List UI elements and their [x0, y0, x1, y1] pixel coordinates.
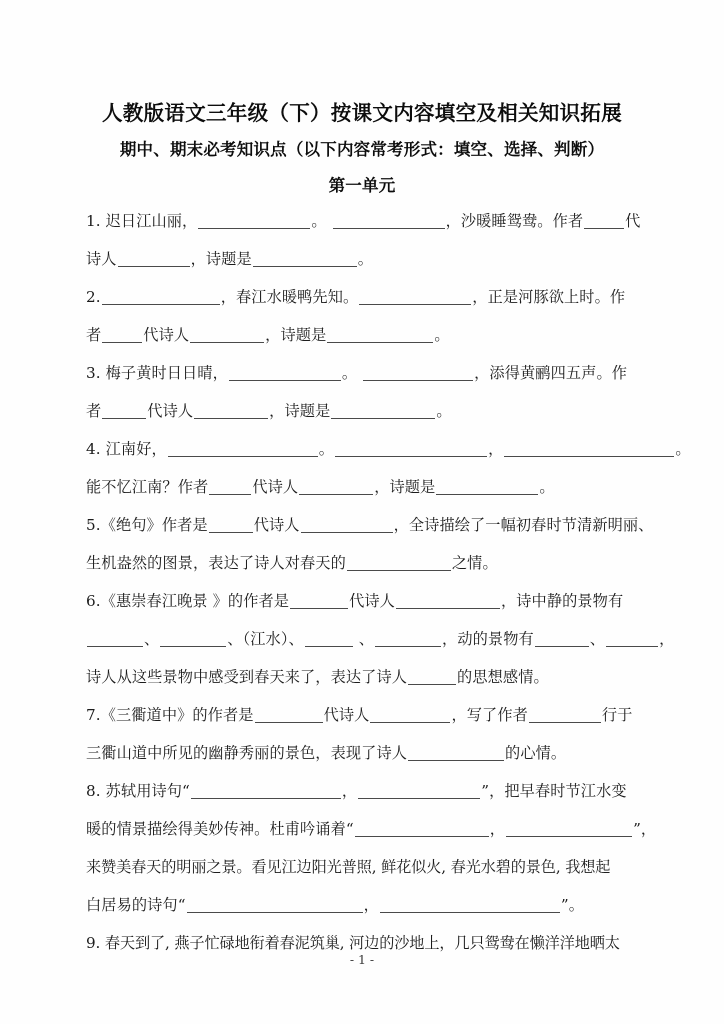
fill-in-blank[interactable] — [160, 630, 226, 647]
text-run: 诗人从这些景物中感受到春天来了，表达了诗人 — [86, 668, 408, 686]
fill-in-blank[interactable] — [375, 630, 441, 647]
fill-in-blank[interactable] — [363, 364, 473, 381]
question-line — [86, 430, 691, 468]
fill-in-blank[interactable] — [190, 326, 264, 343]
text-run: 、 — [589, 630, 606, 648]
text-run: ，全诗描绘了一幅初春时节清新明丽、 — [393, 516, 654, 534]
text-run: 。 — [434, 326, 450, 344]
question-line — [86, 582, 658, 620]
fill-in-blank[interactable] — [506, 820, 632, 837]
text-run: 三衢山道中所见的幽静秀丽的景色，表现了诗人 — [86, 744, 408, 762]
text-run: 代诗人 — [349, 592, 395, 610]
question-line — [86, 544, 658, 582]
question-line — [86, 734, 658, 772]
text-run: 能不忆江南？作者 — [86, 478, 209, 496]
text-run: 来赞美春天的明丽之景。看见江边阳光普照, 鲜花似火, 春光水碧的景色, 我想起 — [86, 858, 611, 876]
fill-in-blank[interactable] — [370, 706, 450, 723]
document-subtitle: 期中、期末必考知识点（以下内容常考形式：填空、选择、判断） — [119, 140, 605, 159]
text-run: ，添得黄鹂四五声。作 — [474, 364, 628, 382]
question-line — [86, 316, 658, 354]
text-run: 代诗人 — [147, 402, 194, 420]
text-run: ，写了作者 — [451, 706, 528, 724]
question-line — [86, 468, 658, 506]
fill-in-blank[interactable] — [396, 592, 500, 609]
question-line — [86, 620, 675, 658]
text-run: ，诗题是 — [190, 250, 252, 268]
text-run: 的心情。 — [505, 744, 567, 762]
text-run: 者 — [86, 326, 102, 344]
question-line — [86, 392, 658, 430]
text-run: ”，把早春时节江水变 — [481, 782, 627, 800]
fill-in-blank[interactable] — [255, 706, 323, 723]
fill-in-blank[interactable] — [358, 782, 480, 799]
text-run: 者 — [86, 402, 102, 420]
question-line — [86, 772, 658, 810]
text-run: 代 — [625, 212, 641, 230]
text-run: 6.《惠崇春江晚景 》的作者是 — [86, 592, 290, 610]
fill-in-blank[interactable] — [359, 288, 471, 305]
fill-in-blank[interactable] — [209, 516, 253, 533]
unit-heading: 第一单元 — [328, 176, 396, 195]
fill-in-blank[interactable] — [118, 250, 190, 267]
fill-in-blank[interactable] — [168, 440, 318, 457]
question-line — [86, 278, 658, 316]
question-line — [86, 848, 658, 886]
text-run: 。 — [675, 440, 691, 458]
text-run: 暖的情景描绘得美妙传神。杜甫吟诵着“ — [86, 820, 354, 838]
text-run: ，正是河豚欲上时。作 — [472, 288, 626, 306]
fill-in-blank[interactable] — [584, 212, 624, 229]
text-run: 。 — [539, 478, 555, 496]
text-run: 生机盎然的图景，表达了诗人对春天的 — [86, 554, 346, 572]
fill-in-blank[interactable] — [333, 212, 445, 229]
text-run: 3. 梅子黄时日日晴， — [86, 364, 228, 382]
question-line — [86, 202, 658, 240]
text-run: 8. 苏轼用诗句“ — [86, 782, 190, 800]
text-run: ， — [488, 440, 504, 458]
fill-in-blank[interactable] — [194, 402, 268, 419]
fill-in-blank[interactable] — [209, 478, 251, 495]
fill-in-blank[interactable] — [102, 402, 146, 419]
text-run: ”。 — [560, 896, 585, 914]
fill-in-blank[interactable] — [87, 630, 143, 647]
fill-in-blank[interactable] — [408, 744, 504, 761]
text-run: ， — [659, 630, 675, 648]
text-run: ，诗中静的景物有 — [500, 592, 624, 610]
question-line — [86, 658, 658, 696]
fill-in-blank[interactable] — [436, 478, 538, 495]
text-run: ，诗题是 — [265, 326, 327, 344]
fill-in-blank[interactable] — [299, 478, 373, 495]
fill-in-blank[interactable] — [198, 212, 310, 229]
text-run: 代诗人 — [252, 478, 299, 496]
text-run: 、 — [144, 630, 160, 648]
fill-in-blank[interactable] — [102, 288, 220, 305]
question-list — [86, 202, 691, 962]
text-run: 行于 — [601, 706, 633, 724]
text-run: ，春江水暖鸭先知。 — [220, 288, 359, 306]
text-run: ，诗题是 — [269, 402, 331, 420]
question-line — [86, 240, 658, 278]
text-run: 。 — [341, 364, 363, 382]
fill-in-blank[interactable] — [301, 516, 393, 533]
text-run: 代诗人 — [323, 706, 370, 724]
text-run: 、（江水）、 — [227, 630, 304, 648]
fill-in-blank[interactable] — [529, 706, 601, 723]
fill-in-blank[interactable] — [327, 326, 433, 343]
text-run: 的思想感情。 — [457, 668, 549, 686]
fill-in-blank[interactable] — [191, 782, 341, 799]
text-run: 7.《三衢道中》的作者是 — [86, 706, 254, 724]
fill-in-blank[interactable] — [355, 820, 489, 837]
text-run: 白居易的诗句“ — [86, 896, 186, 914]
text-run: 2. — [86, 288, 101, 306]
text-run: 。 — [357, 250, 374, 268]
text-run: 4. 江南好， — [86, 440, 167, 458]
text-run: 。 — [436, 402, 452, 420]
fill-in-blank[interactable] — [380, 896, 560, 913]
fill-in-blank[interactable] — [347, 554, 451, 571]
page-title: 人教版语文三年级（下）按课文内容填空及相关知识拓展 — [102, 101, 622, 125]
text-run: ，沙暖睡鸳鸯。作者 — [445, 212, 584, 230]
question-line — [86, 354, 658, 392]
text-run: 1. 迟日江山丽， — [86, 212, 198, 230]
question-line — [86, 506, 658, 544]
question-line — [86, 886, 658, 924]
text-run: ， — [489, 820, 506, 838]
text-run: ， — [341, 782, 358, 800]
text-run: 5.《绝句》作者是 — [86, 516, 208, 534]
text-run: 、 — [353, 630, 375, 648]
fill-in-blank[interactable] — [187, 896, 363, 913]
text-run: ”， — [633, 820, 657, 838]
text-run: 之情。 — [451, 554, 498, 572]
fill-in-blank[interactable] — [102, 326, 142, 343]
fill-in-blank[interactable] — [504, 440, 674, 457]
fill-in-blank[interactable] — [408, 668, 456, 685]
fill-in-blank[interactable] — [331, 402, 435, 419]
fill-in-blank[interactable] — [606, 630, 658, 647]
text-run: 诗人 — [86, 250, 117, 268]
text-run: 代诗人 — [253, 516, 300, 534]
page-number-footer: - 1 - — [349, 952, 375, 967]
text-run: ，动的景物有 — [442, 630, 534, 648]
text-run: 代诗人 — [143, 326, 190, 344]
text-run: ，诗题是 — [374, 478, 436, 496]
fill-in-blank[interactable] — [253, 250, 357, 267]
question-line — [86, 696, 658, 734]
fill-in-blank[interactable] — [535, 630, 589, 647]
fill-in-blank[interactable] — [229, 364, 341, 381]
fill-in-blank[interactable] — [290, 592, 348, 609]
text-run: 。 — [311, 212, 332, 230]
fill-in-blank[interactable] — [305, 630, 353, 647]
fill-in-blank[interactable] — [335, 440, 487, 457]
text-run: 9. 春天到了, 燕子忙碌地衔着春泥筑巢, 河边的沙地上，几只鸳鸯在懒洋洋地晒太 — [86, 934, 620, 952]
text-run: ， — [363, 896, 379, 914]
question-line — [86, 810, 658, 848]
text-run: 。 — [318, 440, 335, 458]
